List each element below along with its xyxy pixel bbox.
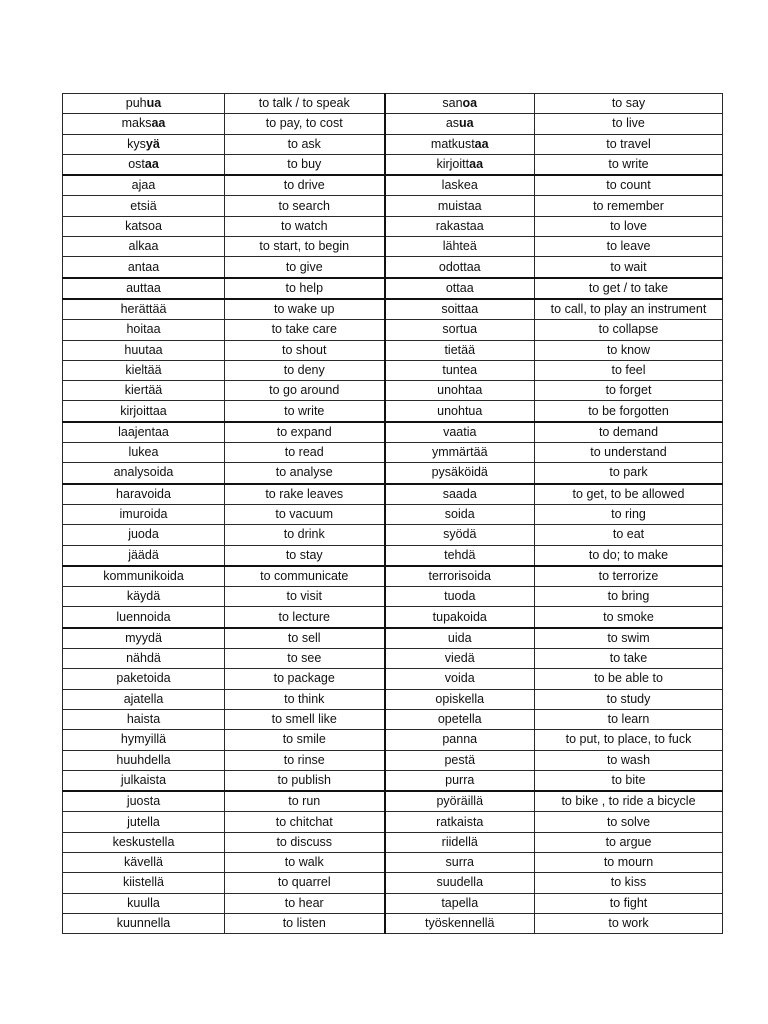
- finnish-verb-cell: tehdä: [385, 545, 535, 566]
- english-translation-cell: to take care: [225, 320, 385, 340]
- table-row: [63, 320, 723, 340]
- verb-ending: aa: [474, 136, 489, 151]
- table-row: [63, 360, 723, 380]
- finnish-verb-cell: ratkaista: [385, 812, 535, 832]
- finnish-verb-cell: uida: [385, 628, 535, 649]
- verb-stem: kys: [127, 136, 146, 151]
- finnish-verb-cell: viedä: [385, 649, 535, 669]
- english-translation-cell: to fight: [535, 893, 723, 913]
- english-translation-cell: to do; to make: [535, 545, 723, 566]
- english-translation-cell: to rake leaves: [225, 484, 385, 505]
- table-row: [63, 791, 723, 812]
- finnish-verb-cell: kommunikoida: [63, 566, 225, 587]
- table-row: [63, 669, 723, 689]
- finnish-verb-cell: kuunnella: [63, 913, 225, 933]
- finnish-verb-cell: [385, 134, 535, 154]
- vocabulary-table: [62, 93, 723, 934]
- english-translation-cell: to park: [535, 463, 723, 484]
- table-row: [63, 257, 723, 278]
- english-translation-cell: to lecture: [225, 607, 385, 628]
- english-translation-cell: to ring: [535, 504, 723, 524]
- english-translation-cell: to leave: [535, 237, 723, 257]
- english-translation-cell: to know: [535, 340, 723, 360]
- english-translation-cell: to wash: [535, 750, 723, 770]
- table-row: [63, 381, 723, 401]
- verb-stem: matkust: [430, 136, 475, 151]
- english-translation-cell: to be able to: [535, 669, 723, 689]
- finnish-verb-cell: jäädä: [63, 545, 225, 566]
- english-translation-cell: to drink: [225, 525, 385, 545]
- finnish-verb-cell: unohtua: [385, 401, 535, 422]
- finnish-verb-cell: etsiä: [63, 196, 225, 216]
- english-translation-cell: to expand: [225, 422, 385, 443]
- finnish-verb-cell: alkaa: [63, 237, 225, 257]
- finnish-verb-cell: lähteä: [385, 237, 535, 257]
- finnish-verb-cell: kiertää: [63, 381, 225, 401]
- verb-ending: aa: [469, 157, 484, 172]
- english-translation-cell: to ask: [225, 134, 385, 154]
- table-row: [63, 893, 723, 913]
- english-translation-cell: to start, to begin: [225, 237, 385, 257]
- table-row: [63, 196, 723, 216]
- verb-ending: ua: [459, 116, 474, 131]
- english-translation-cell: to bike , to ride a bicycle: [535, 791, 723, 812]
- finnish-verb-cell: soittaa: [385, 299, 535, 320]
- english-translation-cell: to take: [535, 649, 723, 669]
- english-translation-cell: to get, to be allowed: [535, 484, 723, 505]
- table-row: [63, 278, 723, 299]
- finnish-verb-cell: huuhdella: [63, 750, 225, 770]
- english-translation-cell: to discuss: [225, 832, 385, 852]
- finnish-verb-cell: analysoida: [63, 463, 225, 484]
- verb-stem: san: [442, 96, 463, 111]
- english-translation-cell: to call, to play an instrument: [535, 299, 723, 320]
- finnish-verb-cell: herättää: [63, 299, 225, 320]
- finnish-verb-cell: kuulla: [63, 893, 225, 913]
- finnish-verb-cell: katsoa: [63, 216, 225, 236]
- english-translation-cell: to bring: [535, 587, 723, 607]
- english-translation-cell: to feel: [535, 360, 723, 380]
- english-translation-cell: to search: [225, 196, 385, 216]
- finnish-verb-cell: [63, 114, 225, 134]
- english-translation-cell: to travel: [535, 134, 723, 154]
- finnish-verb-cell: tapella: [385, 893, 535, 913]
- english-translation-cell: to sell: [225, 628, 385, 649]
- table-row: [63, 504, 723, 524]
- english-translation-cell: to publish: [225, 770, 385, 791]
- table-row: [63, 422, 723, 443]
- finnish-verb-cell: surra: [385, 852, 535, 872]
- english-translation-cell: to talk / to speak: [225, 94, 385, 114]
- finnish-verb-cell: terrorisoida: [385, 566, 535, 587]
- english-translation-cell: to get / to take: [535, 278, 723, 299]
- english-translation-cell: to mourn: [535, 852, 723, 872]
- finnish-verb-cell: syödä: [385, 525, 535, 545]
- english-translation-cell: to love: [535, 216, 723, 236]
- english-translation-cell: to listen: [225, 913, 385, 933]
- finnish-verb-cell: opetella: [385, 709, 535, 729]
- english-translation-cell: to wait: [535, 257, 723, 278]
- finnish-verb-cell: paketoida: [63, 669, 225, 689]
- table-row: [63, 94, 723, 114]
- english-translation-cell: to work: [535, 913, 723, 933]
- table-row: [63, 913, 723, 933]
- english-translation-cell: to remember: [535, 196, 723, 216]
- english-translation-cell: to stay: [225, 545, 385, 566]
- finnish-verb-cell: riidellä: [385, 832, 535, 852]
- table-row: [63, 812, 723, 832]
- finnish-verb-cell: antaa: [63, 257, 225, 278]
- english-translation-cell: to give: [225, 257, 385, 278]
- english-translation-cell: to kiss: [535, 873, 723, 893]
- english-translation-cell: to eat: [535, 525, 723, 545]
- table-row: [63, 299, 723, 320]
- table-row: [63, 216, 723, 236]
- english-translation-cell: to deny: [225, 360, 385, 380]
- finnish-verb-cell: jutella: [63, 812, 225, 832]
- finnish-verb-cell: auttaa: [63, 278, 225, 299]
- english-translation-cell: to visit: [225, 587, 385, 607]
- finnish-verb-cell: hymyillä: [63, 730, 225, 750]
- finnish-verb-cell: muistaa: [385, 196, 535, 216]
- english-translation-cell: to swim: [535, 628, 723, 649]
- english-translation-cell: to write: [535, 154, 723, 175]
- english-translation-cell: to wake up: [225, 299, 385, 320]
- finnish-verb-cell: juosta: [63, 791, 225, 812]
- english-translation-cell: to smile: [225, 730, 385, 750]
- table-row: [63, 607, 723, 628]
- table-row: [63, 587, 723, 607]
- english-translation-cell: to forget: [535, 381, 723, 401]
- verb-ending: ua: [146, 96, 162, 111]
- verb-stem: ost: [128, 157, 145, 172]
- finnish-verb-cell: laskea: [385, 175, 535, 196]
- finnish-verb-cell: tuoda: [385, 587, 535, 607]
- finnish-verb-cell: keskustella: [63, 832, 225, 852]
- verb-stem: puh: [125, 96, 147, 111]
- english-translation-cell: to chitchat: [225, 812, 385, 832]
- english-translation-cell: to pay, to cost: [225, 114, 385, 134]
- english-translation-cell: to collapse: [535, 320, 723, 340]
- finnish-verb-cell: ajaa: [63, 175, 225, 196]
- finnish-verb-cell: haravoida: [63, 484, 225, 505]
- finnish-verb-cell: haista: [63, 709, 225, 729]
- english-translation-cell: to hear: [225, 893, 385, 913]
- table-row: [63, 873, 723, 893]
- finnish-verb-cell: hoitaa: [63, 320, 225, 340]
- verb-ending: aa: [144, 157, 159, 172]
- table-row: [63, 628, 723, 649]
- finnish-verb-cell: pysäköidä: [385, 463, 535, 484]
- finnish-verb-cell: sortua: [385, 320, 535, 340]
- table-row: [63, 237, 723, 257]
- table-row: [63, 154, 723, 175]
- verb-ending: aa: [151, 116, 166, 131]
- finnish-verb-cell: huutaa: [63, 340, 225, 360]
- finnish-verb-cell: imuroida: [63, 504, 225, 524]
- finnish-verb-cell: julkaista: [63, 770, 225, 791]
- finnish-verb-cell: tietää: [385, 340, 535, 360]
- finnish-verb-cell: [385, 114, 535, 134]
- finnish-verb-cell: purra: [385, 770, 535, 791]
- english-translation-cell: to help: [225, 278, 385, 299]
- english-translation-cell: to read: [225, 443, 385, 463]
- english-translation-cell: to solve: [535, 812, 723, 832]
- english-translation-cell: to vacuum: [225, 504, 385, 524]
- english-translation-cell: to rinse: [225, 750, 385, 770]
- verb-ending: oa: [462, 96, 478, 111]
- finnish-verb-cell: vaatia: [385, 422, 535, 443]
- finnish-verb-cell: laajentaa: [63, 422, 225, 443]
- english-translation-cell: to walk: [225, 852, 385, 872]
- english-translation-cell: to put, to place, to fuck: [535, 730, 723, 750]
- finnish-verb-cell: pestä: [385, 750, 535, 770]
- english-translation-cell: to smoke: [535, 607, 723, 628]
- finnish-verb-cell: unohtaa: [385, 381, 535, 401]
- english-translation-cell: to go around: [225, 381, 385, 401]
- english-translation-cell: to shout: [225, 340, 385, 360]
- finnish-verb-cell: tupakoida: [385, 607, 535, 628]
- finnish-verb-cell: rakastaa: [385, 216, 535, 236]
- table-row: [63, 709, 723, 729]
- table-row: [63, 832, 723, 852]
- finnish-verb-cell: saada: [385, 484, 535, 505]
- english-translation-cell: to quarrel: [225, 873, 385, 893]
- english-translation-cell: to study: [535, 689, 723, 709]
- english-translation-cell: to see: [225, 649, 385, 669]
- finnish-verb-cell: odottaa: [385, 257, 535, 278]
- english-translation-cell: to drive: [225, 175, 385, 196]
- finnish-verb-cell: ottaa: [385, 278, 535, 299]
- english-translation-cell: to count: [535, 175, 723, 196]
- finnish-verb-cell: ajatella: [63, 689, 225, 709]
- english-translation-cell: to demand: [535, 422, 723, 443]
- finnish-verb-cell: työskennellä: [385, 913, 535, 933]
- finnish-verb-cell: pyöräillä: [385, 791, 535, 812]
- finnish-verb-cell: juoda: [63, 525, 225, 545]
- verb-stem: as: [445, 116, 460, 131]
- table-row: [63, 463, 723, 484]
- table-row: [63, 484, 723, 505]
- finnish-verb-cell: [63, 134, 225, 154]
- finnish-verb-cell: lukea: [63, 443, 225, 463]
- table-row: [63, 545, 723, 566]
- finnish-verb-cell: tuntea: [385, 360, 535, 380]
- finnish-verb-cell: voida: [385, 669, 535, 689]
- english-translation-cell: to watch: [225, 216, 385, 236]
- table-row: [63, 175, 723, 196]
- english-translation-cell: to live: [535, 114, 723, 134]
- english-translation-cell: to buy: [225, 154, 385, 175]
- table-row: [63, 689, 723, 709]
- english-translation-cell: to learn: [535, 709, 723, 729]
- table-row: [63, 852, 723, 872]
- finnish-verb-cell: opiskella: [385, 689, 535, 709]
- english-translation-cell: to terrorize: [535, 566, 723, 587]
- finnish-verb-cell: [63, 94, 225, 114]
- table-row: [63, 566, 723, 587]
- table-row: [63, 443, 723, 463]
- english-translation-cell: to bite: [535, 770, 723, 791]
- finnish-verb-cell: kävellä: [63, 852, 225, 872]
- table-row: [63, 340, 723, 360]
- finnish-verb-cell: käydä: [63, 587, 225, 607]
- table-row: [63, 114, 723, 134]
- finnish-verb-cell: kieltää: [63, 360, 225, 380]
- table-row: [63, 134, 723, 154]
- finnish-verb-cell: [63, 154, 225, 175]
- vocabulary-table-body: [63, 94, 723, 934]
- table-row: [63, 401, 723, 422]
- table-row: [63, 649, 723, 669]
- english-translation-cell: to smell like: [225, 709, 385, 729]
- english-translation-cell: to package: [225, 669, 385, 689]
- table-row: [63, 730, 723, 750]
- verb-stem: maks: [121, 116, 152, 131]
- english-translation-cell: to write: [225, 401, 385, 422]
- finnish-verb-cell: myydä: [63, 628, 225, 649]
- finnish-verb-cell: [385, 94, 535, 114]
- finnish-verb-cell: panna: [385, 730, 535, 750]
- finnish-verb-cell: ymmärtää: [385, 443, 535, 463]
- finnish-verb-cell: kirjoittaa: [63, 401, 225, 422]
- finnish-verb-cell: nähdä: [63, 649, 225, 669]
- table-row: [63, 770, 723, 791]
- verb-stem: kirjoitt: [436, 157, 470, 172]
- english-translation-cell: to think: [225, 689, 385, 709]
- verb-ending: yä: [145, 136, 160, 151]
- english-translation-cell: to analyse: [225, 463, 385, 484]
- finnish-verb-cell: [385, 154, 535, 175]
- english-translation-cell: to understand: [535, 443, 723, 463]
- english-translation-cell: to say: [535, 94, 723, 114]
- finnish-verb-cell: luennoida: [63, 607, 225, 628]
- english-translation-cell: to argue: [535, 832, 723, 852]
- english-translation-cell: to communicate: [225, 566, 385, 587]
- english-translation-cell: to run: [225, 791, 385, 812]
- finnish-verb-cell: soida: [385, 504, 535, 524]
- finnish-verb-cell: kiistellä: [63, 873, 225, 893]
- table-row: [63, 750, 723, 770]
- finnish-verb-cell: suudella: [385, 873, 535, 893]
- english-translation-cell: to be forgotten: [535, 401, 723, 422]
- table-row: [63, 525, 723, 545]
